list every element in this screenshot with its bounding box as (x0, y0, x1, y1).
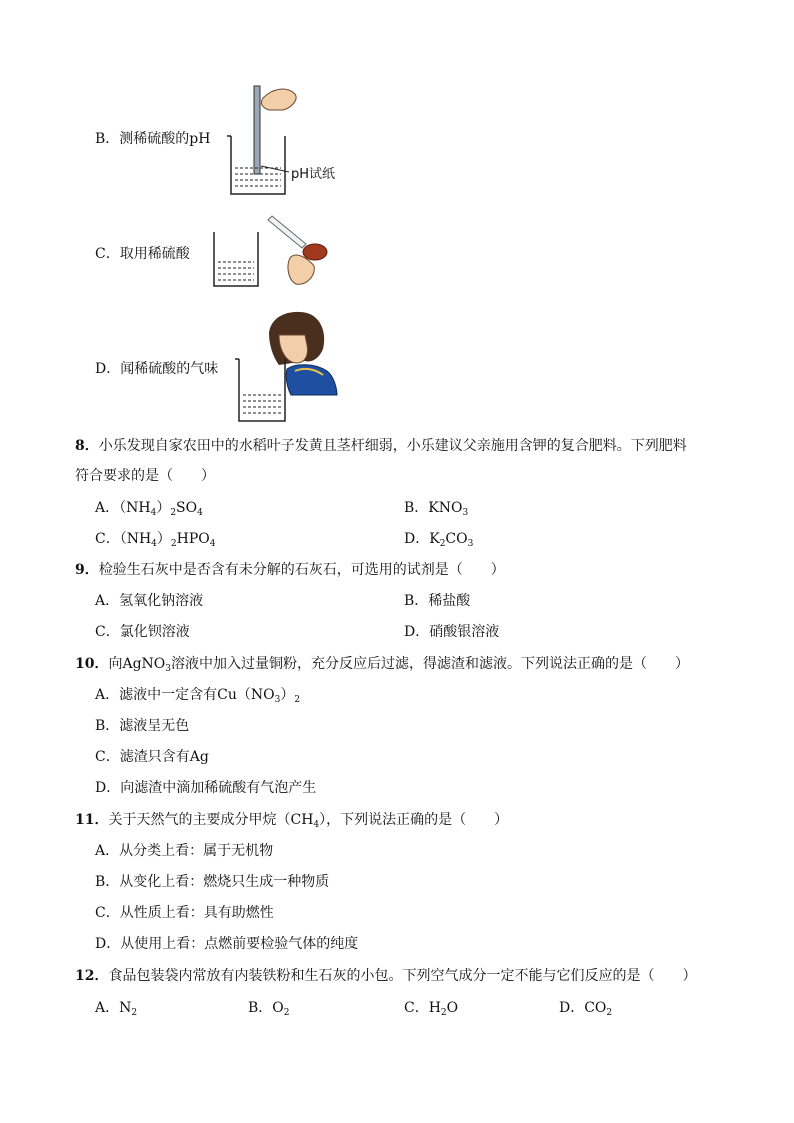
q11-option-a: A．从分类上看：属于无机物 (95, 843, 274, 859)
option-c-label: C．取用稀硫酸 (95, 246, 190, 262)
q12-stem: 食品包装袋内常放有内装铁粉和生石灰的小包。下列空气成分一定不能与它们反应的是（ ） (108, 968, 697, 984)
q9-number: 9． (75, 562, 99, 578)
option-d-label: D．闻稀硫酸的气味 (95, 361, 219, 377)
q12-number: 12． (75, 968, 109, 984)
q12-option-a: A．$N_2$ (95, 1000, 138, 1018)
q8-option-d: D．$K_2CO_3$ (404, 531, 474, 549)
smell-figure (235, 305, 345, 425)
q12-option-b: B．$O_2$ (248, 1000, 290, 1018)
q8-stem-line1 (75, 437, 687, 455)
q10-option-b: B．滤液呈无色 (95, 718, 190, 734)
q11-number: 11． (75, 812, 109, 828)
q11-stem-line: 11．关于天然气的主要成分甲烷$(CH_4)$，下列说法正确的是（ ） (75, 812, 509, 830)
q9-option-d: D．硝酸银溶液 (404, 624, 500, 640)
q8-number: 8． (75, 438, 99, 454)
q10-number: 10． (75, 656, 109, 672)
option-b-label: B．测稀硫酸的pH (95, 131, 211, 147)
q10-option-d: D．向滤渣中滴加稀硫酸有气泡产生 (95, 780, 317, 796)
q8-stem-line2: 符合要求的是（ ） (75, 468, 215, 484)
q8-option-c: C．$(NH_4)_2HPO_4$ (95, 531, 216, 549)
q12-stem-line (75, 967, 696, 985)
q12-option-d: D．$CO_2$ (559, 1000, 613, 1018)
q9-stem-line (75, 561, 505, 579)
dropper-figure (210, 210, 340, 290)
q9-option-a: A．氢氧化钠溶液 (95, 593, 204, 609)
q12-option-c: C．$H_2O$ (404, 1000, 459, 1018)
q9-option-b: B．稀盐酸 (404, 593, 471, 609)
q8-option-b: B．$KNO_3$ (404, 500, 469, 518)
q9-stem: 检验生石灰中是否含有未分解的石灰石，可选用的试剂是（ ） (98, 562, 505, 578)
q10-option-a: A．滤液中一定含有$Cu(NO_3)_2$ (95, 687, 301, 705)
ph-paper-label: pH试纸 (291, 167, 336, 182)
q8-stem: 小乐发现自家农田中的水稻叶子发黄且茎杆细弱，小乐建议父亲施用含钾的复合肥料。下列肥料 (98, 438, 687, 454)
ph-test-figure (225, 80, 345, 200)
q10-stem-line: 10．向AgNO$_3$溶液中加入过量铜粉，充分反应后过滤，得滤渣和滤液。下列说法正确的是（ ） (75, 656, 690, 674)
q11-option-c: C．从性质上看：具有助燃性 (95, 905, 274, 921)
q10-option-c: C．滤渣只含有Ag (95, 749, 209, 765)
q9-option-c: C．氯化钡溶液 (95, 624, 190, 640)
q8-option-a: A．$(NH_4)_2SO_4$ (95, 500, 203, 518)
q11-option-b: B．从变化上看：燃烧只生成一种物质 (95, 874, 330, 890)
q11-option-d: D．从使用上看：点燃前要检验气体的纯度 (95, 936, 359, 952)
